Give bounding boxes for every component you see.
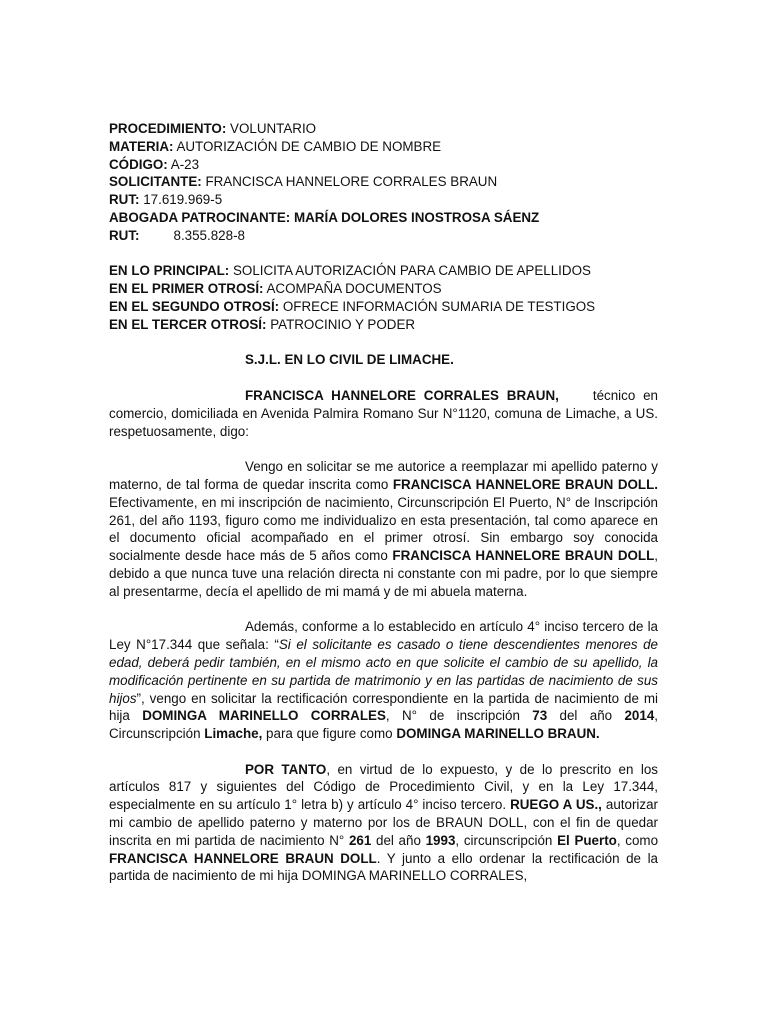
primer-otrosi-label: EN EL PRIMER OTROSÍ: bbox=[109, 281, 264, 297]
paragraph-ley: Además, conforme a lo establecido en artículo 4° inciso tercero de la Ley N°17.344 que señala: “Si el solicitante es casado o tiene descendientes menores de edad, deberá pedir también, en el mismo acto en que solicite el cambio de su apellido, la modificación pertinente en su partida de matrimonio y en las partidas de nacimiento de sus hijos”, vengo en solicitar la rectificación correspondiente en la partida de nacimiento de mi hija DOMINGA MARINELLO CORRALES, N° de inscripción 73 del año 2014, Circunscripción Limache, para que figure como DOMINGA MARINELLO BRAUN. bbox=[109, 619, 659, 742]
daughter-new-name: DOMINGA MARINELLO BRAUN. bbox=[396, 726, 600, 742]
abogada-line bbox=[109, 209, 658, 227]
intro-text: técnico en comercio, domiciliada en Avenida Palmira Romano Sur N°1120, comuna de Limache, a US. respetuosamente, digo: bbox=[109, 387, 658, 439]
segundo-otrosi-label: EN EL SEGUNDO OTROSÍ: bbox=[109, 298, 280, 314]
materia-label: MATERIA: bbox=[109, 138, 174, 154]
codigo-value: A-23 bbox=[167, 156, 200, 172]
otrosies-summary bbox=[109, 262, 658, 333]
segundo-otrosi-line bbox=[109, 298, 658, 316]
paragraph-solicitud: Vengo en solicitar se me autorice a reemplazar mi apellido paterno y materno, de tal forma de quedar inscrita como FRANCISCA HANNELORE BRAUN DOLL. Efectivamente, en mi inscripción de nacimiento, Circunscripción El Puerto, N° de Inscripción 261, del año 1193, figuro como me individualizo en esta presentación, tal como aparece en el documento oficial acompañado en el primer otrosí. Sin embargo soy conocida socialmente desde hace más de 5 años como FRANCISCA HANNELORE BRAUN DOLL, debido a que nunca tuve una relación directa ni constante con mi padre, por lo que siempre al presentarme, decía el apellido de mi mamá y de mi abuela materna. bbox=[109, 459, 659, 599]
tercer-otrosi-value: PATROCINIO Y PODER bbox=[266, 316, 416, 332]
principal-label: EN LO PRINCIPAL: bbox=[109, 263, 230, 279]
tercer-otrosi-label: EN EL TERCER OTROSÍ: bbox=[109, 316, 267, 332]
por-tanto-label: POR TANTO bbox=[245, 761, 327, 777]
intro-paragraph bbox=[109, 387, 658, 440]
codigo-label: CÓDIGO: bbox=[109, 156, 168, 172]
daughter-name: DOMINGA MARINELLO CORRALES bbox=[142, 708, 386, 724]
document-page bbox=[109, 120, 658, 885]
codigo-line bbox=[109, 156, 658, 174]
rut-abogada-value: 8.355.828-8 bbox=[173, 227, 245, 243]
principal-value: SOLICITA AUTORIZACIÓN PARA CAMBIO DE APELLIDOS bbox=[229, 263, 591, 279]
case-header bbox=[109, 120, 658, 245]
rut-value: 17.619.969-5 bbox=[139, 192, 223, 208]
primer-otrosi-value: ACOMPAÑA DOCUMENTOS bbox=[263, 281, 442, 297]
solicitante-line bbox=[109, 173, 658, 191]
rut-abogada-line bbox=[109, 227, 658, 245]
intro-name: FRANCISCA HANNELORE CORRALES BRAUN, bbox=[245, 387, 559, 403]
new-name-bold-2: FRANCISCA HANNELORE BRAUN DOLL bbox=[392, 548, 655, 564]
rut-label: RUT: bbox=[109, 192, 140, 208]
ruego-label: RUEGO A US., bbox=[510, 797, 602, 813]
principal-line bbox=[109, 262, 658, 280]
solicitante-value: FRANCISCA HANNELORE CORRALES BRAUN bbox=[201, 174, 498, 190]
paragraph-por-tanto: POR TANTO, en virtud de lo expuesto, y de lo prescrito en los artículos 817 y siguientes del Código de Procedimiento Civil, y en la Ley 17.344, especialmente en su artículo 1° letra b) y artículo 4° inciso tercero. RUEGO A US., autorizar mi cambio de apellido paterno y materno por los de BRAUN DOLL, con el fin de quedar inscrita en mi partida de nacimiento N° 261 del año 1993, circunscripción El Puerto, como FRANCISCA HANNELORE BRAUN DOLL. Y junto a ello ordenar la rectificación de la partida de nacimiento de mi hija DOMINGA MARINELLO CORRALES, bbox=[109, 761, 659, 884]
materia-value: AUTORIZACIÓN DE CAMBIO DE NOMBRE bbox=[173, 138, 442, 154]
abogada-label: ABOGADA PATROCINANTE: MARÍA DOLORES INOSTROSA SÁENZ bbox=[109, 209, 540, 225]
segundo-otrosi-value: OFRECE INFORMACIÓN SUMARIA DE TESTIGOS bbox=[279, 298, 596, 314]
procedimiento-line bbox=[109, 120, 658, 138]
materia-line bbox=[109, 138, 658, 156]
tercer-otrosi-line bbox=[109, 316, 658, 334]
procedimiento-label: PROCEDIMIENTO: bbox=[109, 121, 227, 136]
primer-otrosi-line bbox=[109, 280, 658, 298]
rut-line bbox=[109, 191, 658, 209]
law-quote: Si el solicitante es casado o tiene descendientes menores de edad, deberá pedir también, en el mismo acto en que solicite el cambio de su apellido, la modificación pertinente en su partida de matrimonio y en las partidas de nacimiento de sus hijos bbox=[109, 637, 659, 706]
rut-abogada-label: RUT: bbox=[109, 227, 140, 243]
court-heading: S.J.L. EN LO CIVIL DE LIMACHE. bbox=[245, 352, 454, 368]
solicitante-label: SOLICITANTE: bbox=[109, 174, 202, 190]
procedimiento-value: VOLUNTARIO bbox=[226, 121, 317, 136]
new-name-bold: FRANCISCA HANNELORE BRAUN DOLL. bbox=[392, 476, 658, 492]
